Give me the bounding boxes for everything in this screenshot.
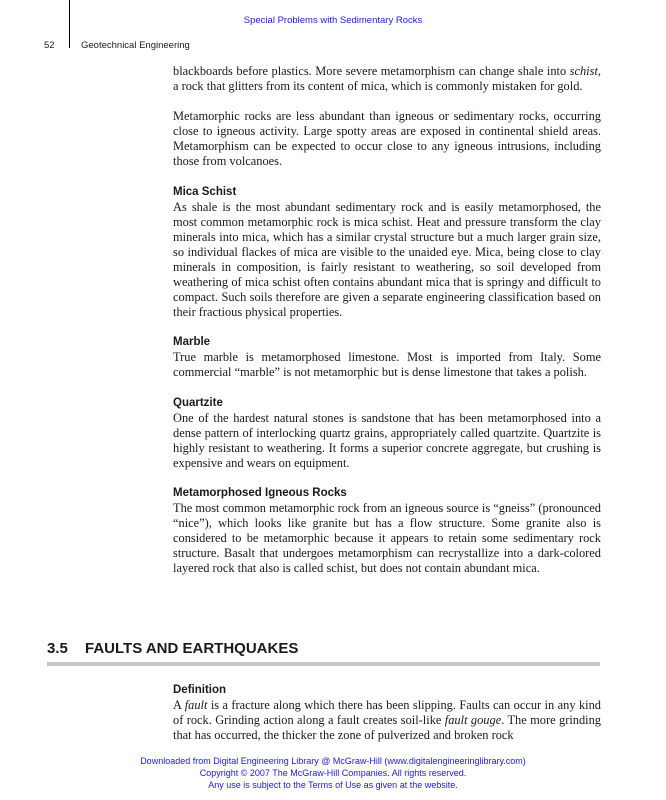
body-text (173, 64, 601, 576)
paragraph-definition: A fault is a fracture along which there has been slipping. Faults can occur in any kind of rock. Grinding action along a fault creates soil-like fault gouge. The more grinding that has occurred, the thicker the zone of pulverized and broken rock (173, 698, 601, 743)
section-number: 3.5 (47, 640, 68, 657)
subheading-quartzite: Quartzite (173, 396, 223, 409)
section-rule (47, 662, 600, 666)
section-title (47, 639, 600, 659)
page-number: 52 (44, 40, 55, 51)
section-header (47, 639, 600, 666)
chapter-title-link[interactable]: Special Problems with Sedimentary Rocks (243, 15, 423, 26)
footer-copyright: Copyright © 2007 The McGraw-Hill Companies. All rights reserved. (199, 768, 467, 778)
footer-download-link[interactable]: Downloaded from Digital Engineering Library @ McGraw-Hill (www.digitalengineeringlibrary.com) (140, 756, 526, 766)
subheading-marble: Marble (173, 336, 211, 349)
paragraph-schist: blackboards before plastics. More severe metamorphism can change shale into schist, a rock that glitters from its content of mica, which is commonly mistaken for gold. (173, 64, 601, 94)
subheading-mica-schist: Mica Schist (173, 185, 237, 198)
subheading-definition: Definition (173, 684, 227, 696)
subheading-metamorphosed-igneous: Metamorphosed Igneous Rocks (173, 486, 347, 499)
paragraph-mica-schist: As shale is the most abundant sedimentary rock and is easily metamorphosed, the most common metamorphic rock is mica schist. Heat and pressure transform the clay minerals into mica, which has a similar crystal structure but a much larger grain size, so individual flackes of mica are visible to the unaided eye. Mica, being close to clay minerals in composition, is fairly resistant to weathering, so soil developed from weathering of mica schist often contains abundant mica that is springy and difficult to compact. Such soils therefore are given a separate engineering classification based on their fractious physical properties. (173, 199, 601, 320)
paragraph-metamorphic-abundance: Metamorphic rocks are less abundant than igneous or sedimentary rocks, occurring close to igneous activity. Large spotty areas are exposed in continental shield areas. Metamorphism can be expected to occur close to any igneous intrusions, including those from volcanoes. (173, 109, 601, 169)
paragraph-metamorphosed-igneous: The most common metamorphic rock from an igneous source is “gneiss” (pronounced “nice”), which looks like granite but has a flow structure. Some granite also is considered to be metamorphic because it appears to retain some sedimentary rock structure. Basalt that undergoes metamorphism can recrystallize into a dark-colored layered rock that also is called schist, but does not contain abundant mica. (173, 500, 601, 576)
term-schist: schist (569, 64, 598, 78)
footer-terms-link[interactable]: Any use is subject to the Terms of Use as given at the website. (208, 780, 458, 790)
running-head: Geotechnical Engineering (81, 40, 190, 51)
definition-block (173, 683, 601, 743)
section-title-text: FAULTS AND EARTHQUAKES (85, 640, 299, 657)
paragraph-quartzite: One of the hardest natural stones is sandstone that has been metamorphosed into a dense pattern of interlocking quartz grains, appropriately called quartzite. Quartzite is highly resistant to weathering. It forms a superior concrete aggregate, but crushing is expensive and wears on equipment. (173, 410, 601, 470)
term-fault: fault (184, 698, 208, 712)
footer (0, 755, 666, 791)
term-fault-gouge: fault gouge (444, 713, 502, 728)
paragraph-marble: True marble is metamorphosed limestone. Most is imported from Italy. Some commercial “marble” is not metamorphic but is dense limestone that takes a polish. (173, 350, 601, 380)
